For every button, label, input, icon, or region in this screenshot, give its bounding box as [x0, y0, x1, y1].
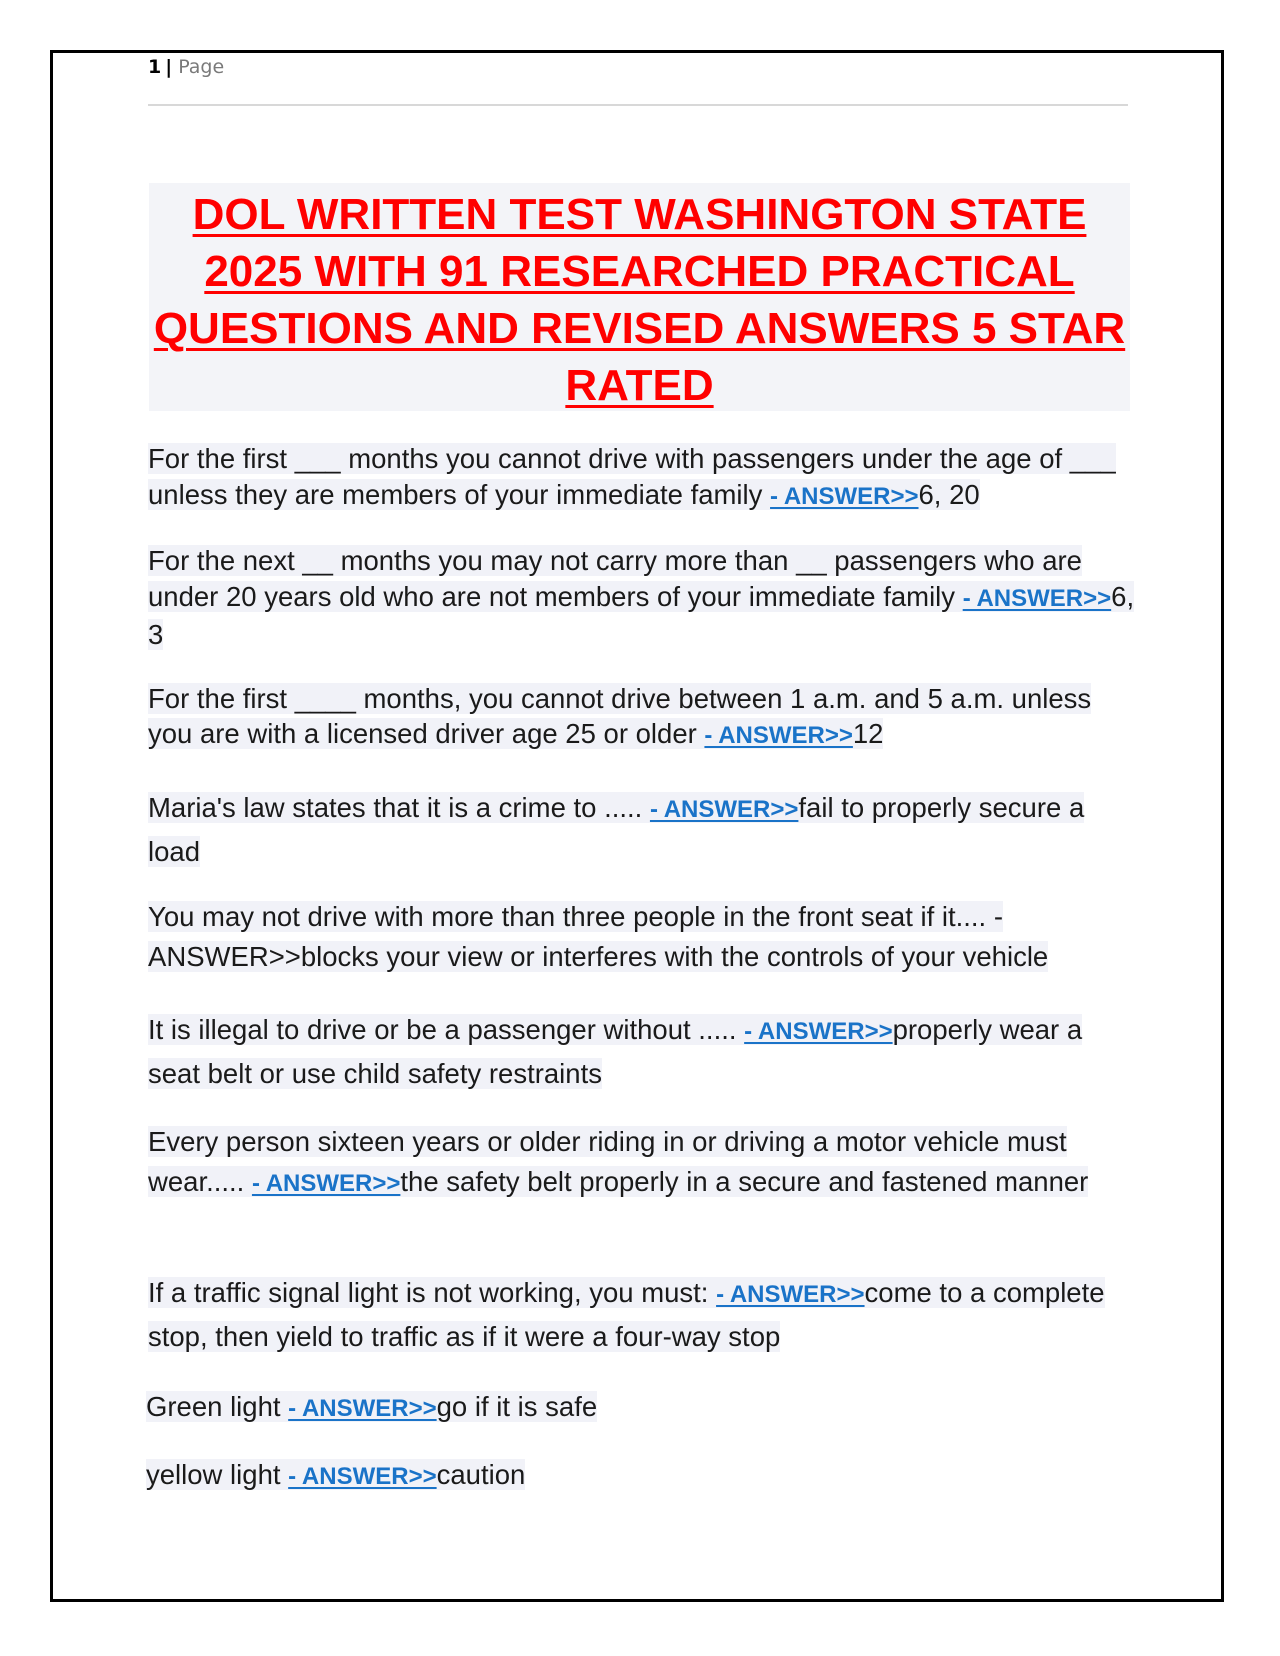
- answer-link[interactable]: - ANSWER>>: [288, 1395, 437, 1422]
- answer-link[interactable]: - ANSWER>>: [744, 1018, 893, 1045]
- question-text: Maria's law states that it is a crime to .....: [148, 792, 650, 823]
- answer-text: fail to properly secure a load: [148, 792, 1085, 867]
- answer-text: caution: [436, 1459, 526, 1490]
- qa-item-4: [148, 787, 1138, 873]
- question-text: For the first ___ months you cannot drive with passengers under the age of ___ unless they are members of your immediate family: [148, 443, 1116, 510]
- qa-item-5: [148, 897, 1138, 977]
- qa-item-7: [148, 1122, 1138, 1204]
- question-text: It is illegal to drive or be a passenger without .....: [148, 1014, 745, 1045]
- qa-item-6: [148, 1009, 1138, 1095]
- document-title: DOL WRITTEN TEST WASHINGTON STATE 2025 WITH 91 RESEARCHED PRACTICAL QUESTIONS AND REVISED ANSWERS 5 STAR RATED: [153, 190, 1126, 410]
- page-number: 1: [148, 56, 162, 78]
- page-label: Page: [178, 56, 225, 78]
- header-divider: [148, 104, 1128, 106]
- answer-text: go if it is safe: [436, 1391, 598, 1422]
- page-separator: |: [165, 56, 173, 78]
- answer-text: 6, 20: [918, 479, 980, 510]
- answer-text: 12: [852, 718, 884, 749]
- qa-item-2: [148, 543, 1138, 653]
- answer-link[interactable]: - ANSWER>>: [649, 796, 799, 823]
- answer-text: 6, 3: [148, 581, 1135, 650]
- qa-item-8: [148, 1272, 1138, 1358]
- question-text: yellow light: [146, 1459, 289, 1490]
- answer-link[interactable]: - ANSWER>>: [288, 1463, 437, 1490]
- page-header: [148, 56, 224, 78]
- answer-text: the safety belt properly in a secure and fastened manner: [400, 1166, 1089, 1197]
- answer-text: blocks your view or interferes with the controls of your vehicle: [300, 941, 1049, 972]
- question-text: You may not drive with more than three people in the front seat if it....: [148, 901, 994, 932]
- qa-item-1: [148, 441, 1138, 515]
- answer-link[interactable]: - ANSWER>>: [716, 1281, 865, 1308]
- question-text: Every person sixteen years or older riding in or driving a motor vehicle must wear.....: [148, 1126, 1067, 1197]
- question-text: Green light: [146, 1391, 289, 1422]
- answer-text: properly wear a seat belt or use child safety restraints: [148, 1014, 1083, 1089]
- qa-item-10: [146, 1455, 1136, 1497]
- qa-item-3: [148, 681, 1138, 753]
- answer-link[interactable]: - ANSWER>>: [704, 722, 853, 749]
- question-text: For the next __ months you may not carry more than __ passengers who are under 20 years old who are not members of your immediate family: [148, 545, 1082, 612]
- answer-link[interactable]: - ANSWER>>: [770, 483, 919, 510]
- question-text: If a traffic signal light is not working, you must:: [148, 1277, 717, 1308]
- question-text: For the first ____ months, you cannot drive between 1 a.m. and 5 a.m. unless you are with a licensed driver age 25 or older: [148, 683, 1092, 749]
- answer-link[interactable]: - ANSWER>>: [251, 1170, 401, 1197]
- answer-marker-plain: -ANSWER>>: [148, 901, 1004, 972]
- qa-item-9: [146, 1387, 1136, 1429]
- answer-text: come to a complete stop, then yield to traffic as if it were a four-way stop: [148, 1277, 1105, 1352]
- answer-link[interactable]: - ANSWER>>: [962, 585, 1112, 612]
